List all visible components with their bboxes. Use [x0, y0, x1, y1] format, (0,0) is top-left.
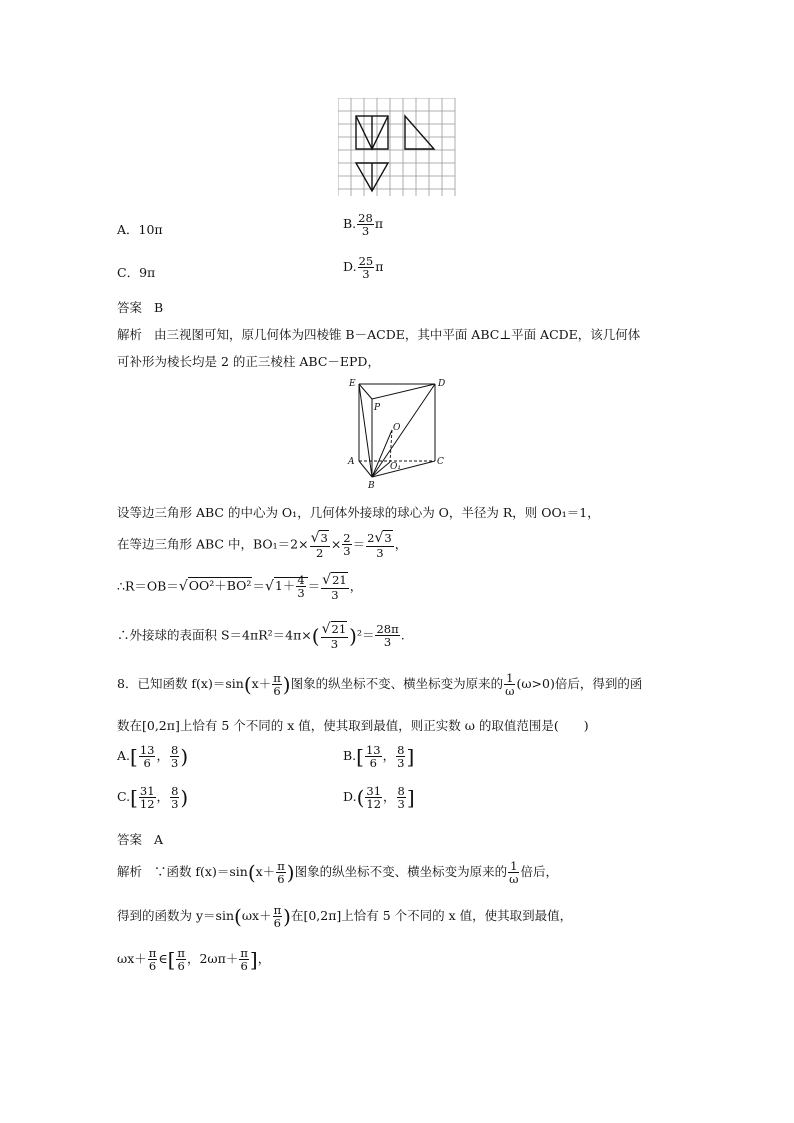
option-c-7: C．9π	[117, 265, 156, 280]
question-8-line2: 数在[0,2π]上恰有 5 个不同的 x 值，使其取到最值，则正实数 ω 的取值范围是( )	[117, 718, 589, 733]
three-view-figure	[338, 98, 456, 198]
label-O: O	[393, 423, 401, 433]
label-E: E	[349, 379, 356, 389]
label-P: P	[374, 403, 381, 413]
prism-figure	[346, 374, 456, 490]
option-b-8: B.[ $\frac{13}{6}$ ， $\frac{8}{3}$ ]	[343, 743, 415, 771]
option-b-7: B. $\frac{28}{3}$ π	[343, 211, 384, 239]
analysis-8-line2: 得到的函数为 y＝sin(ωx＋ $\frac{\pi}{6}$ )在[0,2π]上恰有 5 个不同的 x 值，使其取到最值，	[117, 903, 573, 931]
answer-7: 答案 B	[117, 300, 164, 315]
analysis-7-line2: 可补形为棱长均是 2 的正三棱柱 ABC－EPD，	[117, 354, 380, 369]
answer-8: 答案 A	[117, 832, 163, 847]
label-C: C	[437, 457, 444, 467]
option-a-8: A.[ $\frac{13}{6}$ ， $\frac{8}{3}$ )	[117, 743, 189, 771]
option-d-8: D.( $\frac{31}{12}$ ， $\frac{8}{3}$ ]	[343, 784, 415, 812]
option-c-8: C.[ $\frac{31}{12}$ ， $\frac{8}{3}$ )	[117, 784, 189, 812]
analysis-8-line3: ωx＋ $\frac{\pi}{6}$ ∈[ $\frac{\pi}{6}$ ，2ωπ＋ $\frac{\pi}{6}$ ]，	[117, 946, 271, 974]
question-8-line1: 8．已知函数 f(x)＝sin(x＋ $\frac{\pi}{6}$ )图象的纵坐标不变、横坐标变为原来的 $\frac{1}{\omega}$ (ω>0)倍后，得到的函	[117, 671, 643, 699]
analysis-7-line4: 在等边三角形 ABC 中，BO₁＝2× $\frac{√3}{2}$ × $\frac{2}{3}$ ＝ $\frac{2√3}{3}$ ，	[117, 530, 408, 560]
label-D: D	[438, 379, 446, 389]
analysis-7-line1: 解析 由三视图可知，原几何体为四棱锥 B－ACDE，其中平面 ABC⊥平面 ACDE，该几何体	[117, 327, 641, 342]
label-O1: O₁	[390, 462, 401, 472]
analysis-7-line6: ∴外接球的表面积 S＝4πR²＝4π×( $\frac{√21}{3}$ )²＝ $\frac{28\pi}{3}$ .	[117, 621, 405, 651]
analysis-8-line1: 解析 ∵函数 f(x)＝sin(x＋ $\frac{\pi}{6}$ )图象的纵坐标不变、横坐标变为原来的 $\frac{1}{\omega}$ 倍后，	[117, 859, 558, 887]
option-d-7: D. $\frac{25}{3}$ π	[343, 254, 384, 282]
label-B: B	[368, 481, 375, 490]
analysis-7-line5: ∴R＝OB＝√OO²＋BO²＝√1＋ $\frac{4}{3}$ ＝ $\frac{√21}{3}$ ，	[117, 572, 363, 602]
analysis-7-line3: 设等边三角形 ABC 的中心为 O₁，几何体外接球的球心为 O，半径为 R，则 OO₁＝1，	[117, 505, 600, 520]
label-A: A	[348, 457, 355, 467]
option-a-7: A．10π	[117, 222, 163, 237]
